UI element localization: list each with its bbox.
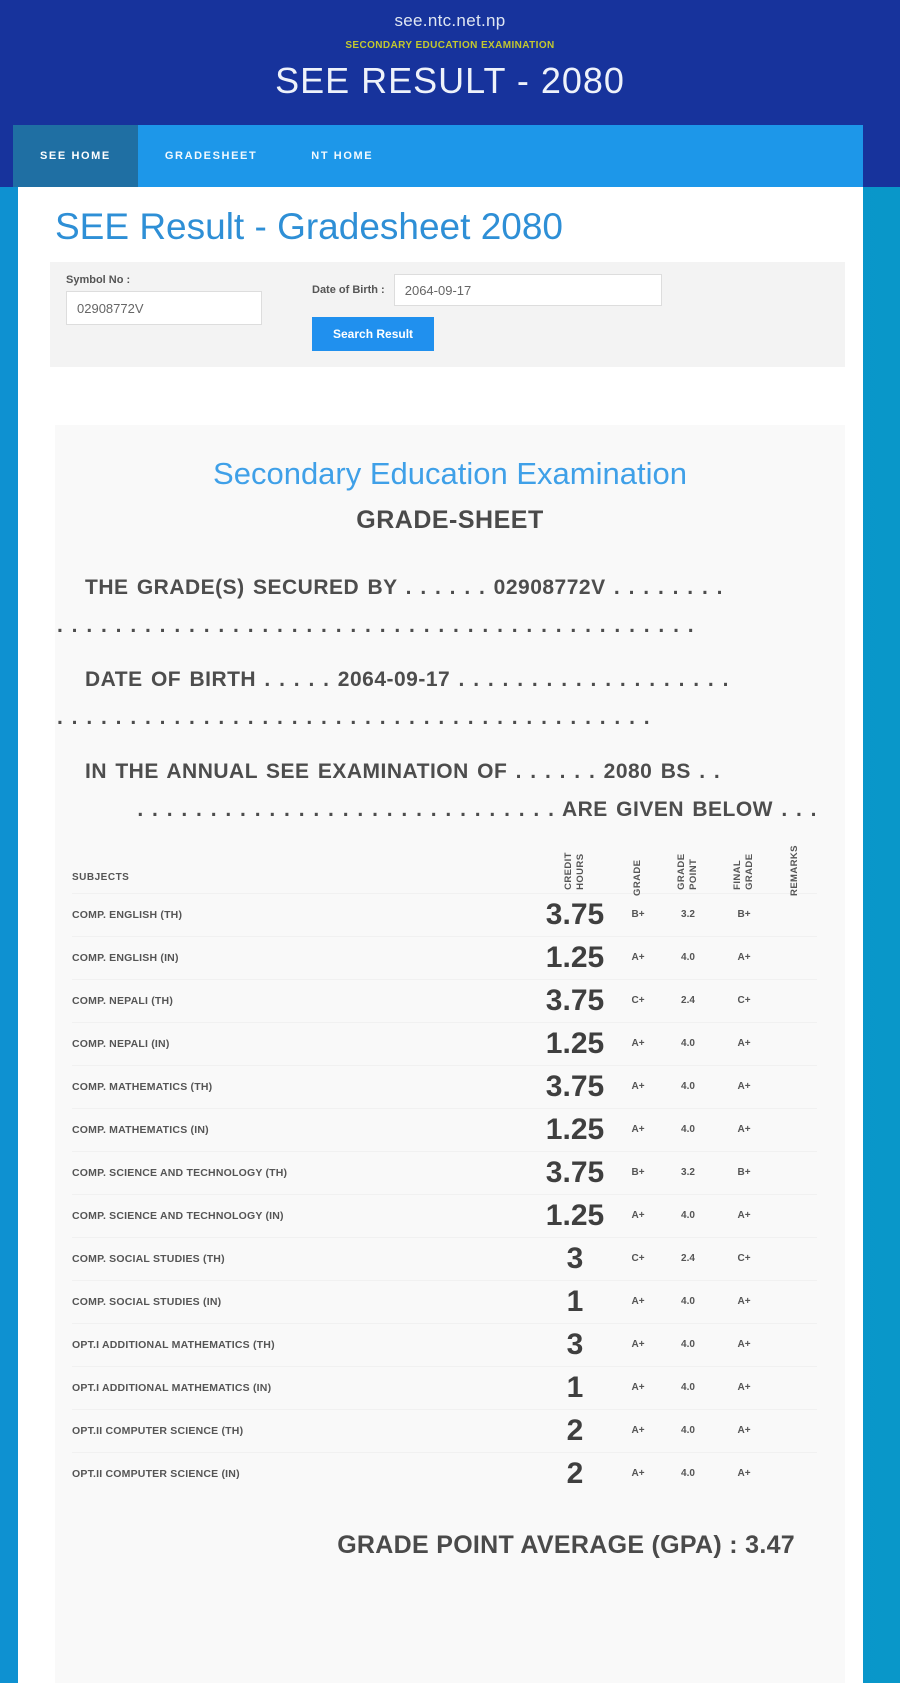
grade-cell: B+ [615, 1151, 661, 1194]
gpa-line: GRADE POINT AVERAGE (GPA) : 3.47 [337, 1531, 795, 1559]
header-remarks: REMARKS [789, 844, 801, 896]
table-row [72, 936, 817, 979]
remarks-cell [773, 1022, 817, 1065]
header-credit-hours: CREDIT HOURS [563, 851, 586, 890]
grade-point-cell: 2.4 [661, 1237, 715, 1280]
final-grade-cell: A+ [715, 1108, 773, 1151]
grade-cell: B+ [615, 893, 661, 936]
remarks-cell [773, 936, 817, 979]
final-grade-cell: A+ [715, 1452, 773, 1495]
grade-cell: A+ [615, 1022, 661, 1065]
nav-tab-see-home[interactable]: SEE HOME [13, 125, 138, 187]
remarks-cell [773, 1108, 817, 1151]
site-url: see.ntc.net.np [394, 11, 506, 30]
table-row [72, 1194, 817, 1237]
secured-by-line1: THE GRADE(S) SECURED BY . . . . . . 02908772V . . . . . . . . [85, 576, 723, 599]
grade-cell: A+ [615, 1452, 661, 1495]
credit-hours-cell: 1.25 [535, 1194, 615, 1237]
page-title: SEE Result - Gradesheet 2080 [55, 206, 564, 247]
final-grade-cell: C+ [715, 1237, 773, 1280]
final-grade-cell: A+ [715, 1323, 773, 1366]
dob-field-group [312, 274, 662, 351]
remarks-cell [773, 1323, 817, 1366]
header-subjects: SUBJECTS [72, 871, 130, 883]
grade-point-cell: 3.2 [661, 893, 715, 936]
remarks-cell [773, 1065, 817, 1108]
remarks-cell [773, 1366, 817, 1409]
grade-cell: A+ [615, 1108, 661, 1151]
table-header-row [72, 829, 817, 893]
grade-cell: A+ [615, 1194, 661, 1237]
remarks-cell [773, 893, 817, 936]
table-row [72, 1323, 817, 1366]
credit-hours-cell: 3 [535, 1323, 615, 1366]
exam-line1: IN THE ANNUAL SEE EXAMINATION OF . . . . . . 2080 BS . . [85, 760, 721, 783]
secured-by-block [57, 569, 817, 645]
table-row [72, 1366, 817, 1409]
final-grade-cell: A+ [715, 1366, 773, 1409]
exam-block [57, 753, 817, 829]
subject-cell: COMP. NEPALI (TH) [72, 979, 535, 1022]
subject-cell: OPT.I ADDITIONAL MATHEMATICS (IN) [72, 1366, 535, 1409]
grade-cell: C+ [615, 979, 661, 1022]
table-row [72, 1065, 817, 1108]
secured-by-line2: . . . . . . . . . . . . . . . . . . . . . . . . . . . . . . . . . . . . . . . . . . . . [57, 614, 695, 637]
final-grade-cell: A+ [715, 1022, 773, 1065]
grade-point-cell: 3.2 [661, 1151, 715, 1194]
grade-point-cell: 2.4 [661, 979, 715, 1022]
subject-cell: OPT.II COMPUTER SCIENCE (IN) [72, 1452, 535, 1495]
table-row [72, 1022, 817, 1065]
final-grade-cell: A+ [715, 1409, 773, 1452]
credit-hours-cell: 1 [535, 1366, 615, 1409]
credit-hours-cell: 3 [535, 1237, 615, 1280]
remarks-cell [773, 979, 817, 1022]
subject-cell: COMP. ENGLISH (TH) [72, 893, 535, 936]
remarks-cell [773, 1409, 817, 1452]
table-row [72, 893, 817, 936]
credit-hours-cell: 3.75 [535, 1065, 615, 1108]
main-content [18, 187, 863, 1683]
nav-tab-nt-home[interactable]: NT HOME [311, 150, 374, 162]
table-row [72, 979, 817, 1022]
subject-cell: COMP. SCIENCE AND TECHNOLOGY (IN) [72, 1194, 535, 1237]
dob-block [57, 661, 817, 737]
final-grade-cell: A+ [715, 1065, 773, 1108]
subject-cell: COMP. SOCIAL STUDIES (IN) [72, 1280, 535, 1323]
table-row [72, 1409, 817, 1452]
remarks-cell [773, 1237, 817, 1280]
subject-cell: COMP. SCIENCE AND TECHNOLOGY (TH) [72, 1151, 535, 1194]
doc-title: GRADE-SHEET [356, 506, 544, 534]
search-result-button[interactable]: Search Result [312, 317, 434, 351]
grade-point-cell: 4.0 [661, 1065, 715, 1108]
subject-cell: COMP. SOCIAL STUDIES (TH) [72, 1237, 535, 1280]
table-row [72, 1151, 817, 1194]
final-grade-cell: A+ [715, 1280, 773, 1323]
credit-hours-cell: 2 [535, 1409, 615, 1452]
dob-label: Date of Birth : [312, 284, 385, 296]
remarks-cell [773, 1452, 817, 1495]
subject-cell: COMP. NEPALI (IN) [72, 1022, 535, 1065]
final-grade-cell: A+ [715, 1194, 773, 1237]
table-row [72, 1237, 817, 1280]
symbol-field-group [66, 274, 262, 351]
header-grade-point: GRADE POINT [676, 853, 699, 890]
grade-cell: A+ [615, 1409, 661, 1452]
site-header [0, 0, 900, 125]
final-grade-cell: B+ [715, 1151, 773, 1194]
subject-cell: COMP. MATHEMATICS (IN) [72, 1108, 535, 1151]
grade-cell: A+ [615, 1065, 661, 1108]
grade-cell: A+ [615, 1323, 661, 1366]
nav-tab-gradesheet[interactable]: GRADESHEET [164, 150, 258, 162]
dob-line2: . . . . . . . . . . . . . . . . . . . . . . . . . . . . . . . . . . . . . . . . . [57, 706, 651, 729]
final-grade-cell: A+ [715, 936, 773, 979]
subject-cell: OPT.I ADDITIONAL MATHEMATICS (TH) [72, 1323, 535, 1366]
subject-cell: COMP. MATHEMATICS (TH) [72, 1065, 535, 1108]
grade-point-cell: 4.0 [661, 1366, 715, 1409]
grade-cell: C+ [615, 1237, 661, 1280]
search-form [50, 262, 845, 367]
credit-hours-cell: 3.75 [535, 979, 615, 1022]
grade-point-cell: 4.0 [661, 1323, 715, 1366]
subject-cell: OPT.II COMPUTER SCIENCE (TH) [72, 1409, 535, 1452]
grade-point-cell: 4.0 [661, 1452, 715, 1495]
subject-cell: COMP. ENGLISH (IN) [72, 936, 535, 979]
dob-line1: DATE OF BIRTH . . . . . 2064-09-17 . . . . . . . . . . . . . . . . . . . [85, 668, 729, 691]
credit-hours-cell: 1 [535, 1280, 615, 1323]
grade-cell: A+ [615, 936, 661, 979]
table-row [72, 1280, 817, 1323]
grade-point-cell: 4.0 [661, 1022, 715, 1065]
remarks-cell [773, 1194, 817, 1237]
table-row [72, 1108, 817, 1151]
credit-hours-cell: 1.25 [535, 1022, 615, 1065]
final-grade-cell: B+ [715, 893, 773, 936]
header-grade: GRADE [632, 859, 644, 896]
header-final-grade: FINAL GRADE [732, 853, 755, 890]
credit-hours-cell: 2 [535, 1452, 615, 1495]
site-subtitle: SECONDARY EDUCATION EXAMINATION [345, 40, 555, 51]
grade-cell: A+ [615, 1366, 661, 1409]
site-title: SEE RESULT - 2080 [275, 60, 625, 101]
navbar [0, 125, 900, 187]
exam-line2: . . . . . . . . . . . . . . . . . . . . . . . . . . . . . ARE GIVEN BELOW . . . [137, 798, 817, 821]
symbol-input[interactable] [66, 291, 262, 325]
dob-input[interactable] [394, 274, 662, 306]
grade-point-cell: 4.0 [661, 1108, 715, 1151]
symbol-label: Symbol No : [66, 274, 131, 286]
grade-point-cell: 4.0 [661, 1194, 715, 1237]
grade-point-cell: 4.0 [661, 1280, 715, 1323]
credit-hours-cell: 1.25 [535, 1108, 615, 1151]
remarks-cell [773, 1280, 817, 1323]
grade-point-cell: 4.0 [661, 1409, 715, 1452]
final-grade-cell: C+ [715, 979, 773, 1022]
grade-cell: A+ [615, 1280, 661, 1323]
credit-hours-cell: 3.75 [535, 893, 615, 936]
grades-table [72, 829, 817, 1495]
nav-strip [13, 125, 863, 187]
gradesheet-card [55, 425, 845, 1683]
org-title: Secondary Education Examination [213, 456, 687, 491]
table-row [72, 1452, 817, 1495]
grade-point-cell: 4.0 [661, 936, 715, 979]
credit-hours-cell: 1.25 [535, 936, 615, 979]
remarks-cell [773, 1151, 817, 1194]
credit-hours-cell: 3.75 [535, 1151, 615, 1194]
